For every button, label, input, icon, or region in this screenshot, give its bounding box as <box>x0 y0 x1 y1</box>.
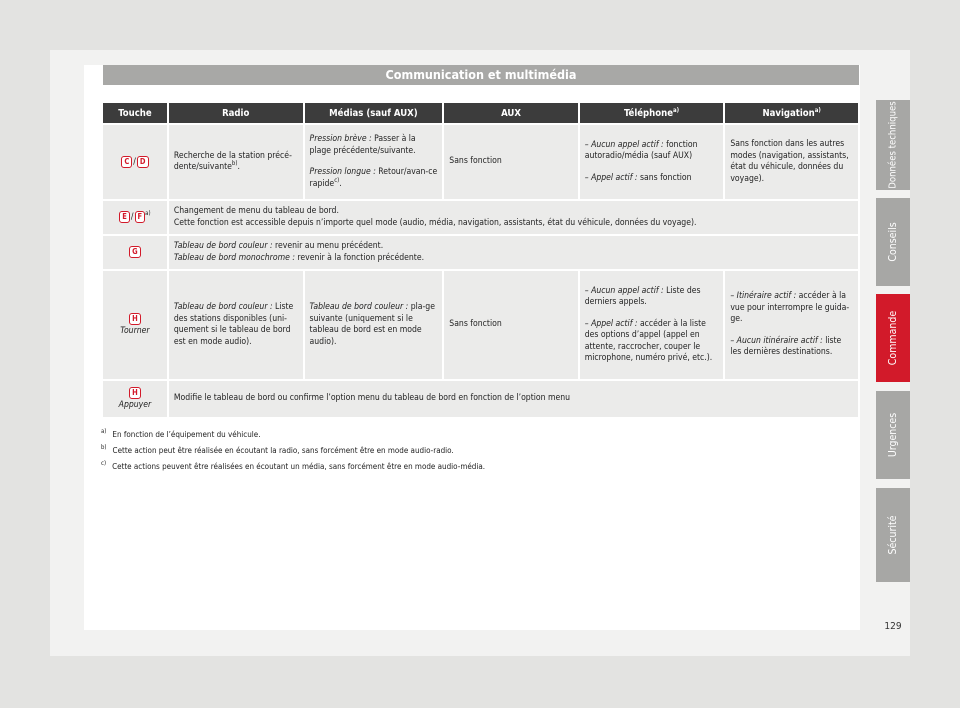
aux-cell: Sans fonction <box>444 271 577 379</box>
footnote: $^{a)}$ En fonction de l’équipement du véhicule. <box>101 428 261 439</box>
table-header-row <box>103 103 858 123</box>
key-cell <box>103 236 167 269</box>
telephone-cell: – Aucun appel actif : Liste des derniers appels. – Appel actif : accéder à la liste des options d’appel (appel en attente, raccrocher, couper le microphone, numéro privé, etc.). <box>580 271 724 379</box>
key-footnote: a) <box>145 210 151 218</box>
key-action-label: Tourner <box>120 325 150 336</box>
side-tab-conseils[interactable]: Conseils <box>876 198 910 286</box>
key-badge-h: H <box>129 313 141 325</box>
radio-cell: Recherche de la station précé-dente/suivante$^{b)}$. <box>169 125 303 199</box>
key-badge-e: E <box>119 211 130 223</box>
telephone-cell: – Aucun appel actif : fonction autoradio/média (sauf AUX) – Appel actif : sans fonction <box>580 125 724 199</box>
col-header-medias: Médias (sauf AUX) <box>305 103 443 123</box>
medias-cell: Tableau de bord couleur : pla-ge suivante (uniquement si le tableau de bord est en mode audio). <box>305 271 443 379</box>
side-tab-urgences[interactable]: Urgences <box>876 391 910 479</box>
side-tab-commande[interactable]: Commande <box>876 294 910 382</box>
key-cell <box>103 381 167 417</box>
table-row <box>103 236 858 269</box>
page-number: 129 <box>884 621 902 632</box>
key-badge-d: D <box>137 156 149 168</box>
side-tab-securite[interactable]: Sécurité <box>876 488 910 582</box>
navigation-cell: – Itinéraire actif : accéder à la vue pour interrompre le guida-ge. – Aucun itinéraire actif : liste les dernières destinations. <box>725 271 858 379</box>
key-badge-h: H <box>129 387 141 399</box>
section-title: Communication et multimédia <box>103 65 859 85</box>
key-action-label: Appuyer <box>118 399 152 410</box>
aux-cell: Sans fonction <box>444 125 577 199</box>
side-tab-donnees-techniques[interactable]: Données techniques <box>876 100 910 190</box>
key-separator: / <box>130 212 134 223</box>
key-cell <box>103 125 167 199</box>
col-header-touche: Touche <box>103 103 167 123</box>
key-cell <box>103 201 167 234</box>
footnote: $^{c)}$ Cette actions peuvent être réalisées en écoutant un média, sans forcément être en mode audio-média. <box>101 460 486 471</box>
col-header-radio: Radio <box>169 103 303 123</box>
merged-description-cell: Tableau de bord couleur : revenir au menu précédent. Tableau de bord monochrome : revenir à la fonction précédente. <box>169 236 858 269</box>
footnote: $^{b)}$ Cette action peut être réalisée en écoutant la radio, sans forcément être en mode audio-radio. <box>101 444 454 455</box>
col-header-aux: AUX <box>444 103 577 123</box>
radio-cell: Tableau de bord couleur : Liste des stations disponibles (uni-quement si le tableau de bord est en mode audio). <box>169 271 303 379</box>
table-row <box>103 201 858 234</box>
col-header-telephone: Téléphone$^{a)}$ <box>580 103 724 123</box>
key-badge-c: C <box>121 156 132 168</box>
key-cell <box>103 271 167 379</box>
controls-table <box>101 101 860 419</box>
navigation-cell: Sans fonction dans les autres modes (navigation, assistants, état du véhicule, données du voyage). <box>725 125 858 199</box>
table-row <box>103 271 858 379</box>
merged-description-cell: Changement de menu du tableau de bord. Cette fonction est accessible depuis n’importe quel mode (audio, média, navigation, assistants, état du véhicule, données du voyage). <box>169 201 858 234</box>
table-row <box>103 125 858 199</box>
table-row <box>103 381 858 417</box>
key-separator: / <box>133 156 136 167</box>
key-badge-f: F <box>135 211 146 223</box>
key-badge-g: G <box>129 246 141 258</box>
medias-cell: Pression brève : Passer à la plage précédente/suivante. Pression longue : Retour/avan-ce rapide$^{c)}$. <box>305 125 443 199</box>
merged-description-cell: Modifie le tableau de bord ou confirme l’option menu du tableau de bord en fonction de l’option menu <box>169 381 858 417</box>
col-header-navigation: Navigation$^{a)}$ <box>725 103 858 123</box>
